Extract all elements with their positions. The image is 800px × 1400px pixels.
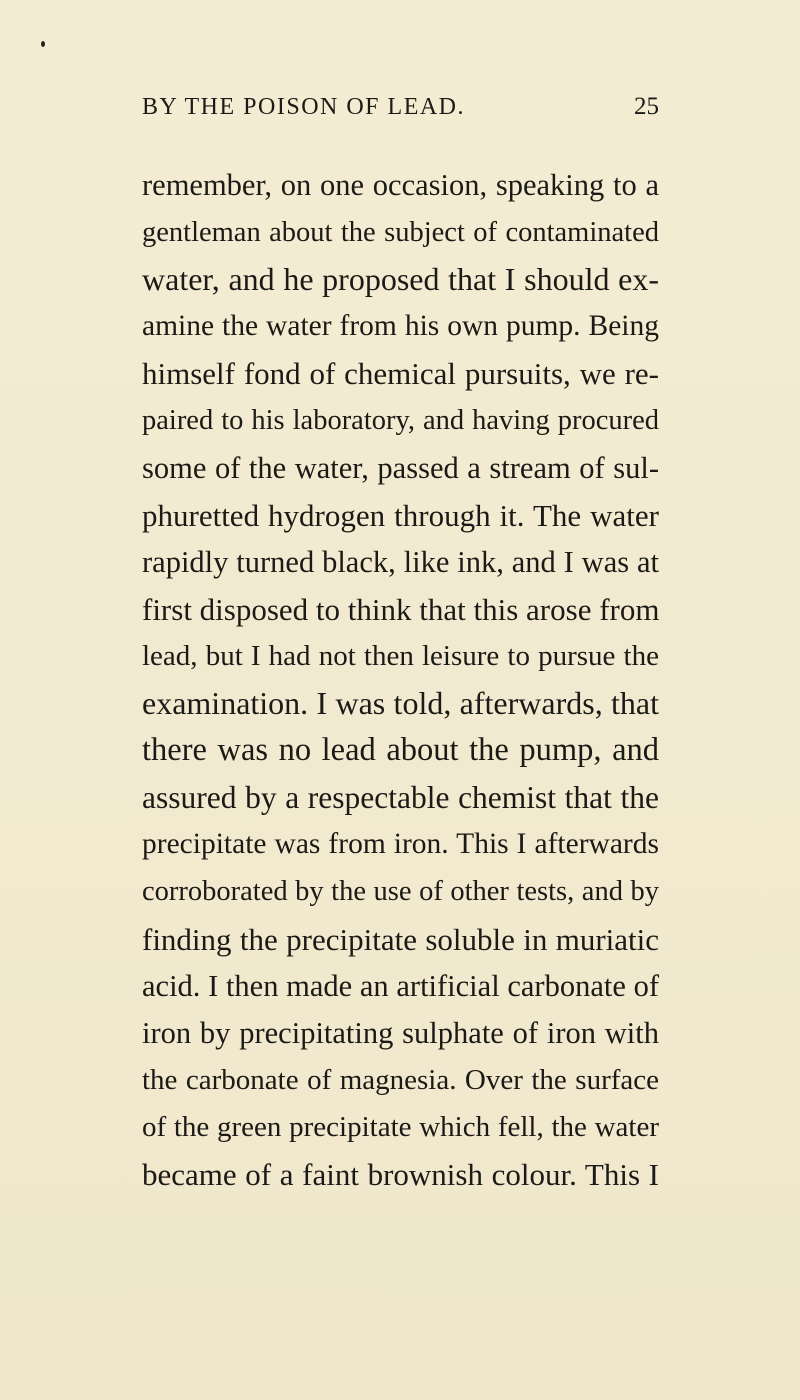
text-line: finding the precipitate soluble in muriatic bbox=[142, 921, 659, 957]
text-line: iron by precipitating sulphate of iron with bbox=[142, 1015, 659, 1050]
running-head bbox=[142, 92, 659, 122]
text-line: there was no lead about the pump, and bbox=[142, 732, 659, 769]
body-text bbox=[142, 162, 659, 1198]
text-line: phuretted hydrogen through it. The water bbox=[142, 497, 659, 533]
text-line: of the green precipitate which fell, the water bbox=[142, 1110, 659, 1143]
text-line: amine the water from his own pump. Being bbox=[142, 310, 659, 343]
text-line: precipitate was from iron. This I afterwards bbox=[142, 828, 659, 861]
text-line: lead, but I had not then leisure to pursue the bbox=[142, 639, 659, 672]
text-line: paired to his laboratory, and having procured bbox=[142, 405, 659, 437]
text-line: remember, on one occasion, speaking to a bbox=[142, 168, 659, 202]
text-line: himself fond of chemical pursuits, we re- bbox=[142, 356, 659, 392]
page-number: 25 bbox=[634, 93, 659, 120]
text-line: acid. I then made an artificial carbonate of bbox=[142, 968, 659, 1003]
text-line: water, and he proposed that I should ex- bbox=[142, 261, 659, 298]
text-line: first disposed to think that this arose from bbox=[142, 591, 660, 627]
text-line: became of a faint brownish colour. This I bbox=[142, 1156, 659, 1192]
text-line: gentleman about the subject of contaminated bbox=[142, 217, 659, 249]
text-line: corroborated by the use of other tests, and by bbox=[142, 876, 659, 908]
text-line: rapidly turned black, like ink, and I was at bbox=[142, 544, 659, 579]
text-line: examination. I was told, afterwards, that bbox=[142, 685, 659, 722]
text-line: the carbonate of magnesia. Over the surface bbox=[142, 1063, 659, 1096]
ink-speck bbox=[41, 41, 45, 47]
text-line: assured by a respectable chemist that the bbox=[142, 780, 659, 816]
running-head-title: BY THE POISON OF LEAD. bbox=[142, 94, 466, 120]
text-line: some of the water, passed a stream of sul- bbox=[142, 450, 659, 485]
